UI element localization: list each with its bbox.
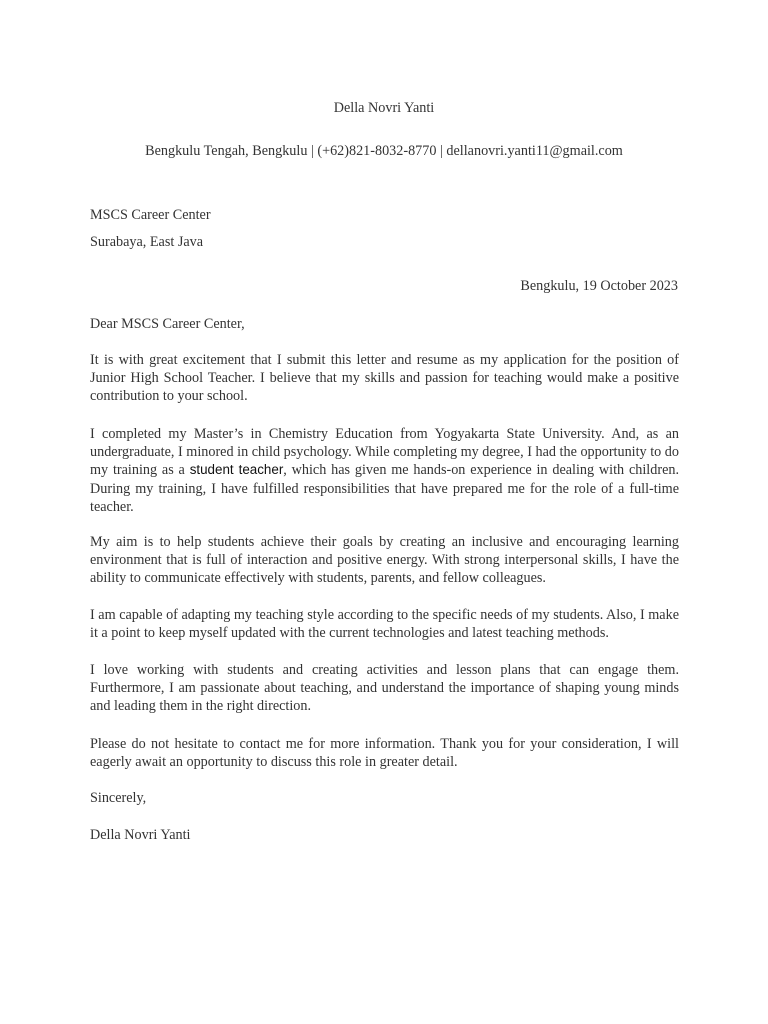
letter-date: Bengkulu, 19 October 2023 <box>520 278 678 294</box>
body-paragraph-6: Please do not hesitate to contact me for more information. Thank you for your consideration, I will eagerly await an opportunity to discuss this role in greater detail. <box>90 736 679 771</box>
body-paragraph-5: I love working with students and creating activities and lesson plans that can engage them. Furthermore, I am passionate about teaching, and understand the importance of shaping young minds and leading them in the right direction. <box>90 662 679 715</box>
recipient-organization: MSCS Career Center <box>90 207 211 223</box>
closing: Sincerely, <box>90 790 147 806</box>
body-paragraph-1: It is with great excitement that I submit this letter and resume as my application for the position of Junior High School Teacher. I believe that my skills and passion for teaching would make a positive contribution to your school. <box>90 352 679 405</box>
student-teacher-highlight: student teacher <box>189 462 284 478</box>
body-paragraph-4: I am capable of adapting my teaching style according to the specific needs of my students. Also, I make it a point to keep myself updated with the current technologies and latest teaching methods. <box>90 607 679 642</box>
signature-name: Della Novri Yanti <box>90 827 191 843</box>
sender-contact-line: Bengkulu Tengah, Bengkulu | (+62)821-8032-8770 | dellanovri.yanti11@gmail.com <box>145 143 623 159</box>
body-paragraph-2-end: , which has given me hands-on experience in dealing with children. During my training, I have fulfilled responsibilities that have prepared me for the role of a full-time teacher. <box>90 462 680 515</box>
body-paragraph-2 <box>90 425 679 516</box>
salutation: Dear MSCS Career Center, <box>90 316 245 332</box>
body-paragraph-2-start: I completed my Master’s in Chemistry Education from Yogyakarta State University. And, as an undergraduate, I minored in child psychology. While completing my degree, I had the opportunity to do my training as a <box>90 426 679 479</box>
body-paragraph-3: My aim is to help students achieve their goals by creating an inclusive and encouraging learning environment that is full of interaction and positive energy. With strong interpersonal skills, I have the ability to communicate effectively with students, parents, and fellow colleagues. <box>90 534 679 587</box>
recipient-location: Surabaya, East Java <box>90 234 204 250</box>
sender-name: Della Novri Yanti <box>333 100 435 116</box>
